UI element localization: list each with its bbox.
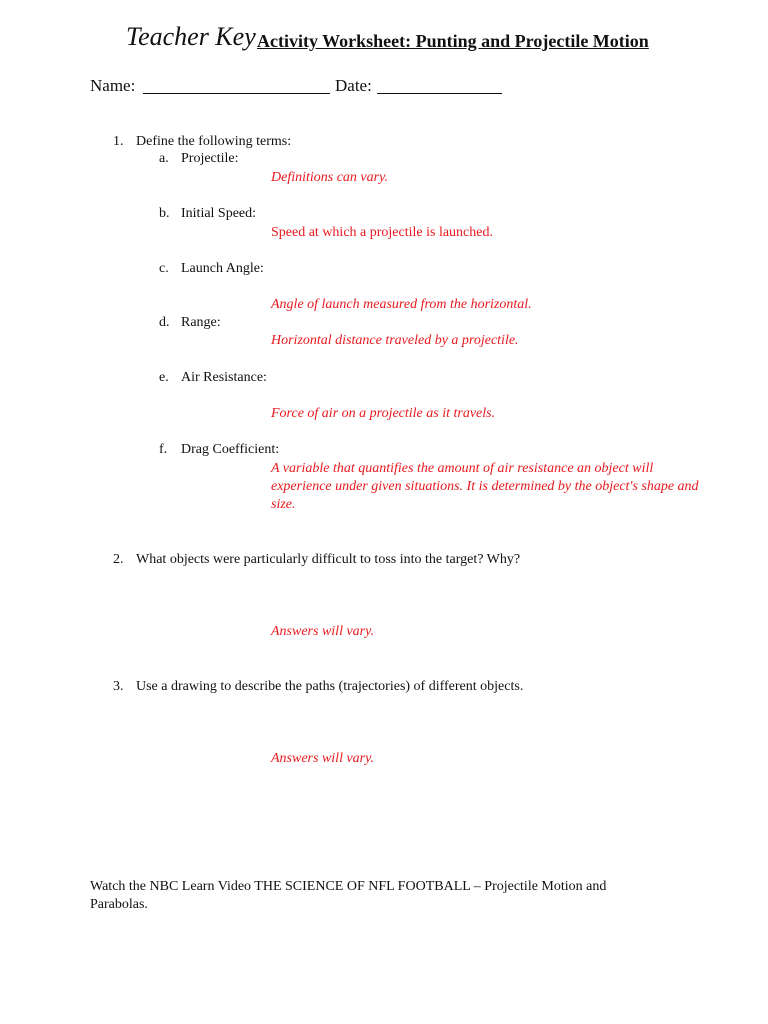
question-answer: Answers will vary. xyxy=(271,751,375,766)
term-letter: e. xyxy=(159,370,169,385)
question-answer: Answers will vary. xyxy=(271,624,375,639)
term-answer: Force of air on a projectile as it travels. xyxy=(271,406,496,421)
term-answer: Angle of launch measured from the horizontal. xyxy=(271,297,532,312)
term-letter: f. xyxy=(159,442,168,457)
term-label: Air Resistance: xyxy=(181,370,267,385)
term-answer: A variable that quantifies the amount of air resistance an object will experience under given situations. It is determined by the object's shape and size. xyxy=(271,461,699,512)
date-line[interactable] xyxy=(377,93,502,94)
question-number: 2. xyxy=(113,552,124,567)
term-label: Launch Angle: xyxy=(181,261,264,276)
term-label: Initial Speed: xyxy=(181,206,257,221)
footer-note: Watch the NBC Learn Video THE SCIENCE OF NFL FOOTBALL – Projectile Motion and Parabolas. xyxy=(90,879,607,912)
question-text: Use a drawing to describe the paths (trajectories) of different objects. xyxy=(136,679,524,694)
question-number: 1. xyxy=(113,134,124,149)
term-label: Projectile: xyxy=(181,151,239,166)
term-label: Drag Coefficient: xyxy=(181,442,280,457)
name-label: Name: xyxy=(90,76,136,95)
question-number: 3. xyxy=(113,679,124,694)
term-letter: a. xyxy=(159,151,169,166)
term-answer: Definitions can vary. xyxy=(271,170,389,185)
term-answer: Horizontal distance traveled by a projectile. xyxy=(271,333,519,348)
date-label: Date: xyxy=(335,76,372,95)
question-text: Define the following terms: xyxy=(136,134,292,149)
term-letter: d. xyxy=(159,315,170,330)
name-line[interactable] xyxy=(143,93,330,94)
teacher-key-title: Teacher Key xyxy=(126,22,256,51)
term-label: Range: xyxy=(181,315,221,330)
question-text: What objects were particularly difficult to toss into the target? Why? xyxy=(136,552,521,567)
term-letter: b. xyxy=(159,206,170,221)
term-answer: Speed at which a projectile is launched. xyxy=(271,225,493,240)
term-letter: c. xyxy=(159,261,169,276)
worksheet-title: Activity Worksheet: Punting and Projectile Motion xyxy=(257,31,649,51)
